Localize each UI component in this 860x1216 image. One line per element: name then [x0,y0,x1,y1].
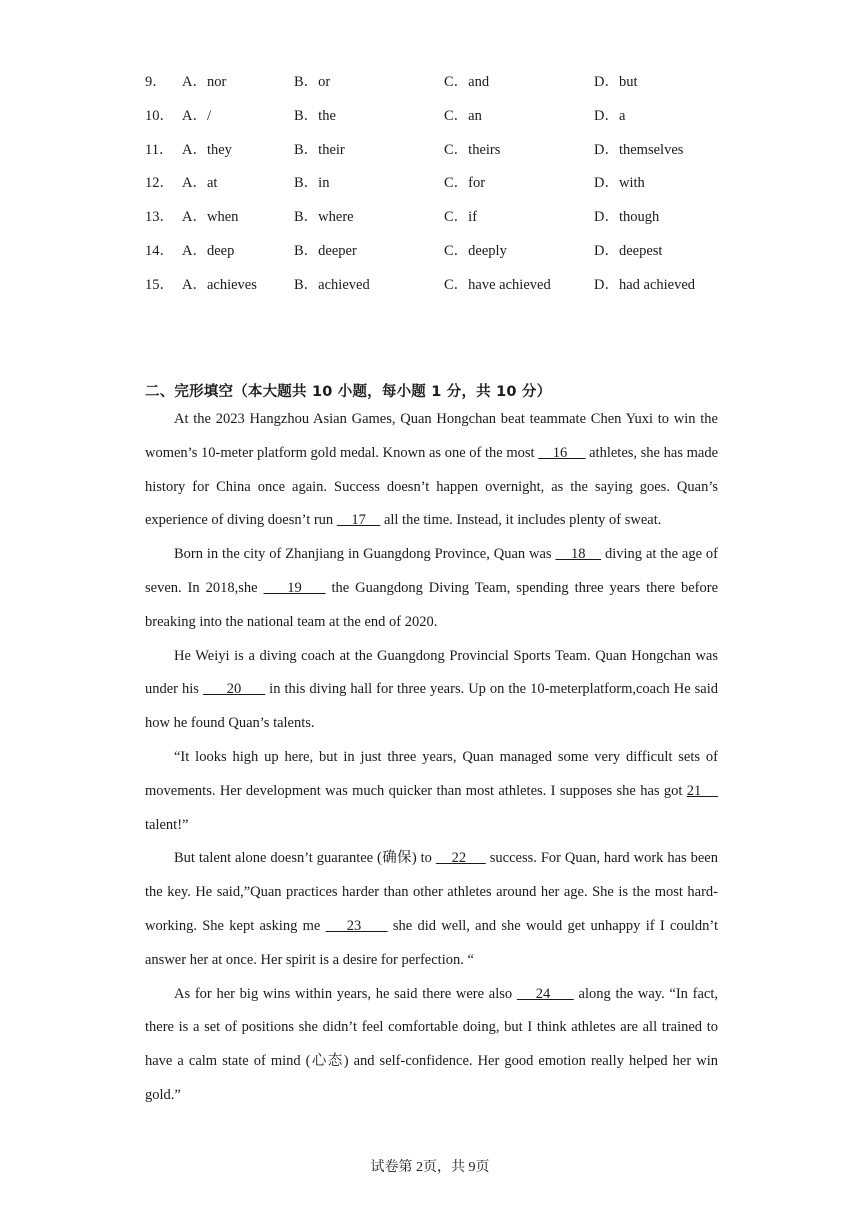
question-options-10 [145,106,725,140]
option-a: A．deep [182,242,235,259]
paragraph-5 [145,842,718,977]
blank-20: 20 [202,681,266,698]
passage-text: At the 2023 Hangzhou Asian Games, Quan Hongchan beat teammate Chen Yuxi to win the women’s 10-meter platform gold medal. Known as one of the most [145,411,718,461]
option-b: B．their [294,141,345,158]
passage-text: all the time. Instead, it includes plenty of sweat. [380,512,662,529]
question-number: 11． [145,141,174,158]
option-a: A．achieves [182,276,257,293]
passage-text: she did well, and she would get unhappy if I couldn’t answer her at once. Her spirit is a desire for perfection. “ [145,917,718,968]
blank-24: 24 [516,985,574,1002]
option-b: B．in [294,175,330,192]
blank-19: 19 [263,579,326,596]
passage-text: As for her big wins within years, he said there were also [174,985,517,1002]
answer-options-list [145,72,725,309]
question-options-9 [145,72,725,106]
blank-18: 18 [555,546,602,563]
blank-17: 17 [336,512,381,529]
option-a: A．they [182,141,232,158]
option-b: B．the [294,107,336,124]
option-a: A．nor [182,74,227,90]
option-b: B．deeper [294,242,357,259]
question-options-11 [145,140,725,174]
blank-22: 22 [435,850,486,867]
passage-text: Born in the city of Zhanjiang in Guangdong Province, Quan was [174,546,556,563]
passage-text: But talent alone doesn’t guarantee (确保) to [174,850,436,867]
question-number: 12． [145,175,174,192]
question-options-15 [145,275,725,309]
option-c: C．theirs [444,141,501,158]
option-d: D．with [594,175,645,192]
paragraph-6 [145,978,718,1113]
option-c: C．for [444,175,486,192]
paragraph-2 [145,538,718,639]
option-d: D．had achieved [594,276,696,293]
passage-text: success. For Quan, hard work has been the key. He said,”Quan practices harder than other athletes around her age. She is the most hard-working. She kept asking me [145,850,718,934]
blank-23: 23 [325,917,388,934]
passage-text: “It looks high up here, but in just three years, Quan managed some very difficult sets of movements. Her development was much quicker than most athletes. I supposes she has got [145,748,718,799]
paragraph-3 [145,640,718,741]
question-number: 14． [145,242,174,259]
option-d: D．though [594,209,660,226]
question-options-14 [145,241,725,275]
option-d: D．a [594,107,626,124]
option-d: D．but [594,74,638,90]
question-number: 13． [145,209,174,226]
option-b: B．or [294,74,331,90]
passage-text: He Weiyi is a diving coach at the Guangdong Provincial Sports Team. Quan Hongchan was under his [145,647,718,698]
option-b: B．where [294,209,354,226]
question-options-13 [145,207,725,241]
passage-text: in this diving hall for three years. Up on the 10-meterplatform,coach He said how he found Quan’s talents. [145,681,719,732]
passage-text: athletes, she has made history for China once again. Success doesn’t happen overnight, as the saying goes. Quan’s experience of diving doesn’t run [145,444,718,529]
paragraph-4 [145,741,718,842]
option-a: A．when [182,209,239,226]
passage-text: along the way. “In fact, there is a set of positions she didn’t feel comfortable doing, but I think athletes are all trained to have a calm state of mind (心态) and self-confidence. Her good emotion really helped her win gold.” [145,985,719,1103]
option-d: D．themselves [594,141,684,158]
option-a: A．/ [182,107,211,124]
question-number: 10． [145,107,174,124]
question-number: 15． [145,276,174,293]
passage-text: the Guangdong Diving Team, spending three years there before breaking into the national team at the end of 2020. [145,579,719,630]
paragraph-1 [145,403,718,538]
option-c: C．if [444,209,478,226]
option-d: D．deepest [594,242,663,259]
blank-21: 21 [686,782,718,799]
option-a: A．at [182,175,218,192]
cloze-passage [145,403,718,1113]
option-b: B．achieved [294,276,370,293]
blank-16: 16 [538,444,586,461]
question-options-12 [145,173,725,207]
option-c: C．have achieved [444,276,551,293]
option-c: C．an [444,107,482,124]
passage-text: talent!” [145,816,189,833]
section-title: 二、完形填空（本大题共 10 小题，每小题 1 分，共 10 分） [145,384,552,400]
page-footer: 试卷第 2页，共 9页 [370,1160,490,1175]
option-c: C．and [444,74,490,90]
question-number: 9． [145,74,167,90]
option-c: C．deeply [444,242,507,259]
passage-text: diving at the age of seven. In 2018,she [145,546,719,596]
